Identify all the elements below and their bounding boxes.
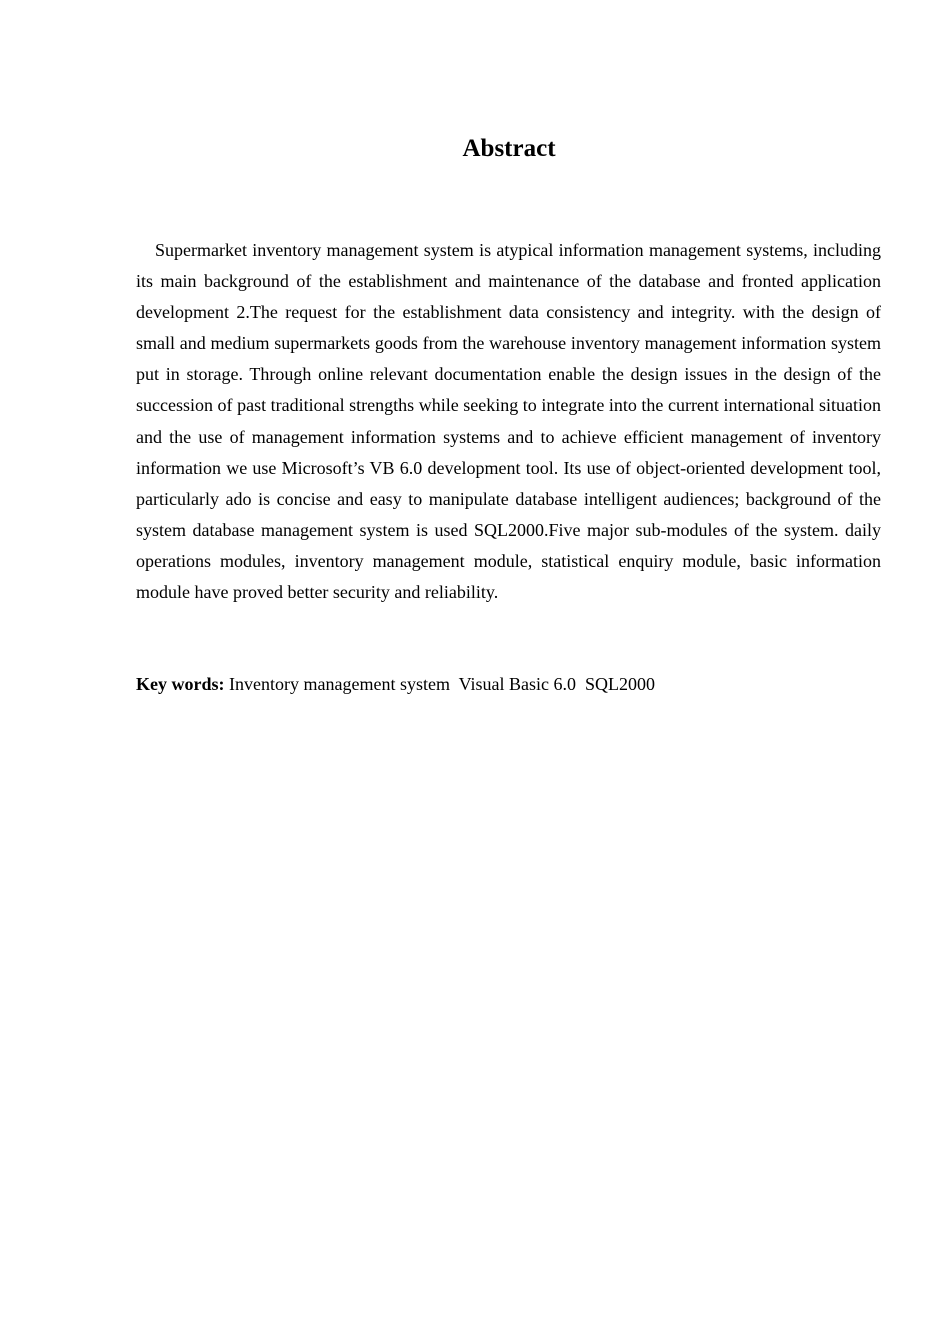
- abstract-body: Supermarket inventory management system is atypical information management systems, including its main background of the establishment and maintenance of the database and fronted application development 2.The request for the establishment data consistency and integrity. with the design of small and medium supermarkets goods from the warehouse inventory management information system put in storage. Through online relevant documentation enable the design issues in the design of the succession of past traditional strengths while seeking to integrate into the current international situation and the use of management information systems and to achieve efficient management of inventory information we use Microsoft’s VB 6.0 development tool. Its use of object-oriented development tool, particularly ado is concise and easy to manipulate database intelligent audiences; background of the system database management system is used SQL2000.Five major sub-modules of the system. daily operations modules, inventory management module, statistical enquiry module, basic information module have proved better security and reliability.: [136, 240, 881, 603]
- keywords-label: Key words:: [136, 674, 225, 694]
- keywords-line: [136, 669, 881, 700]
- abstract-title: Abstract: [462, 135, 556, 162]
- keywords-text: Inventory management system Visual Basic 6.0 SQL2000: [224, 674, 656, 694]
